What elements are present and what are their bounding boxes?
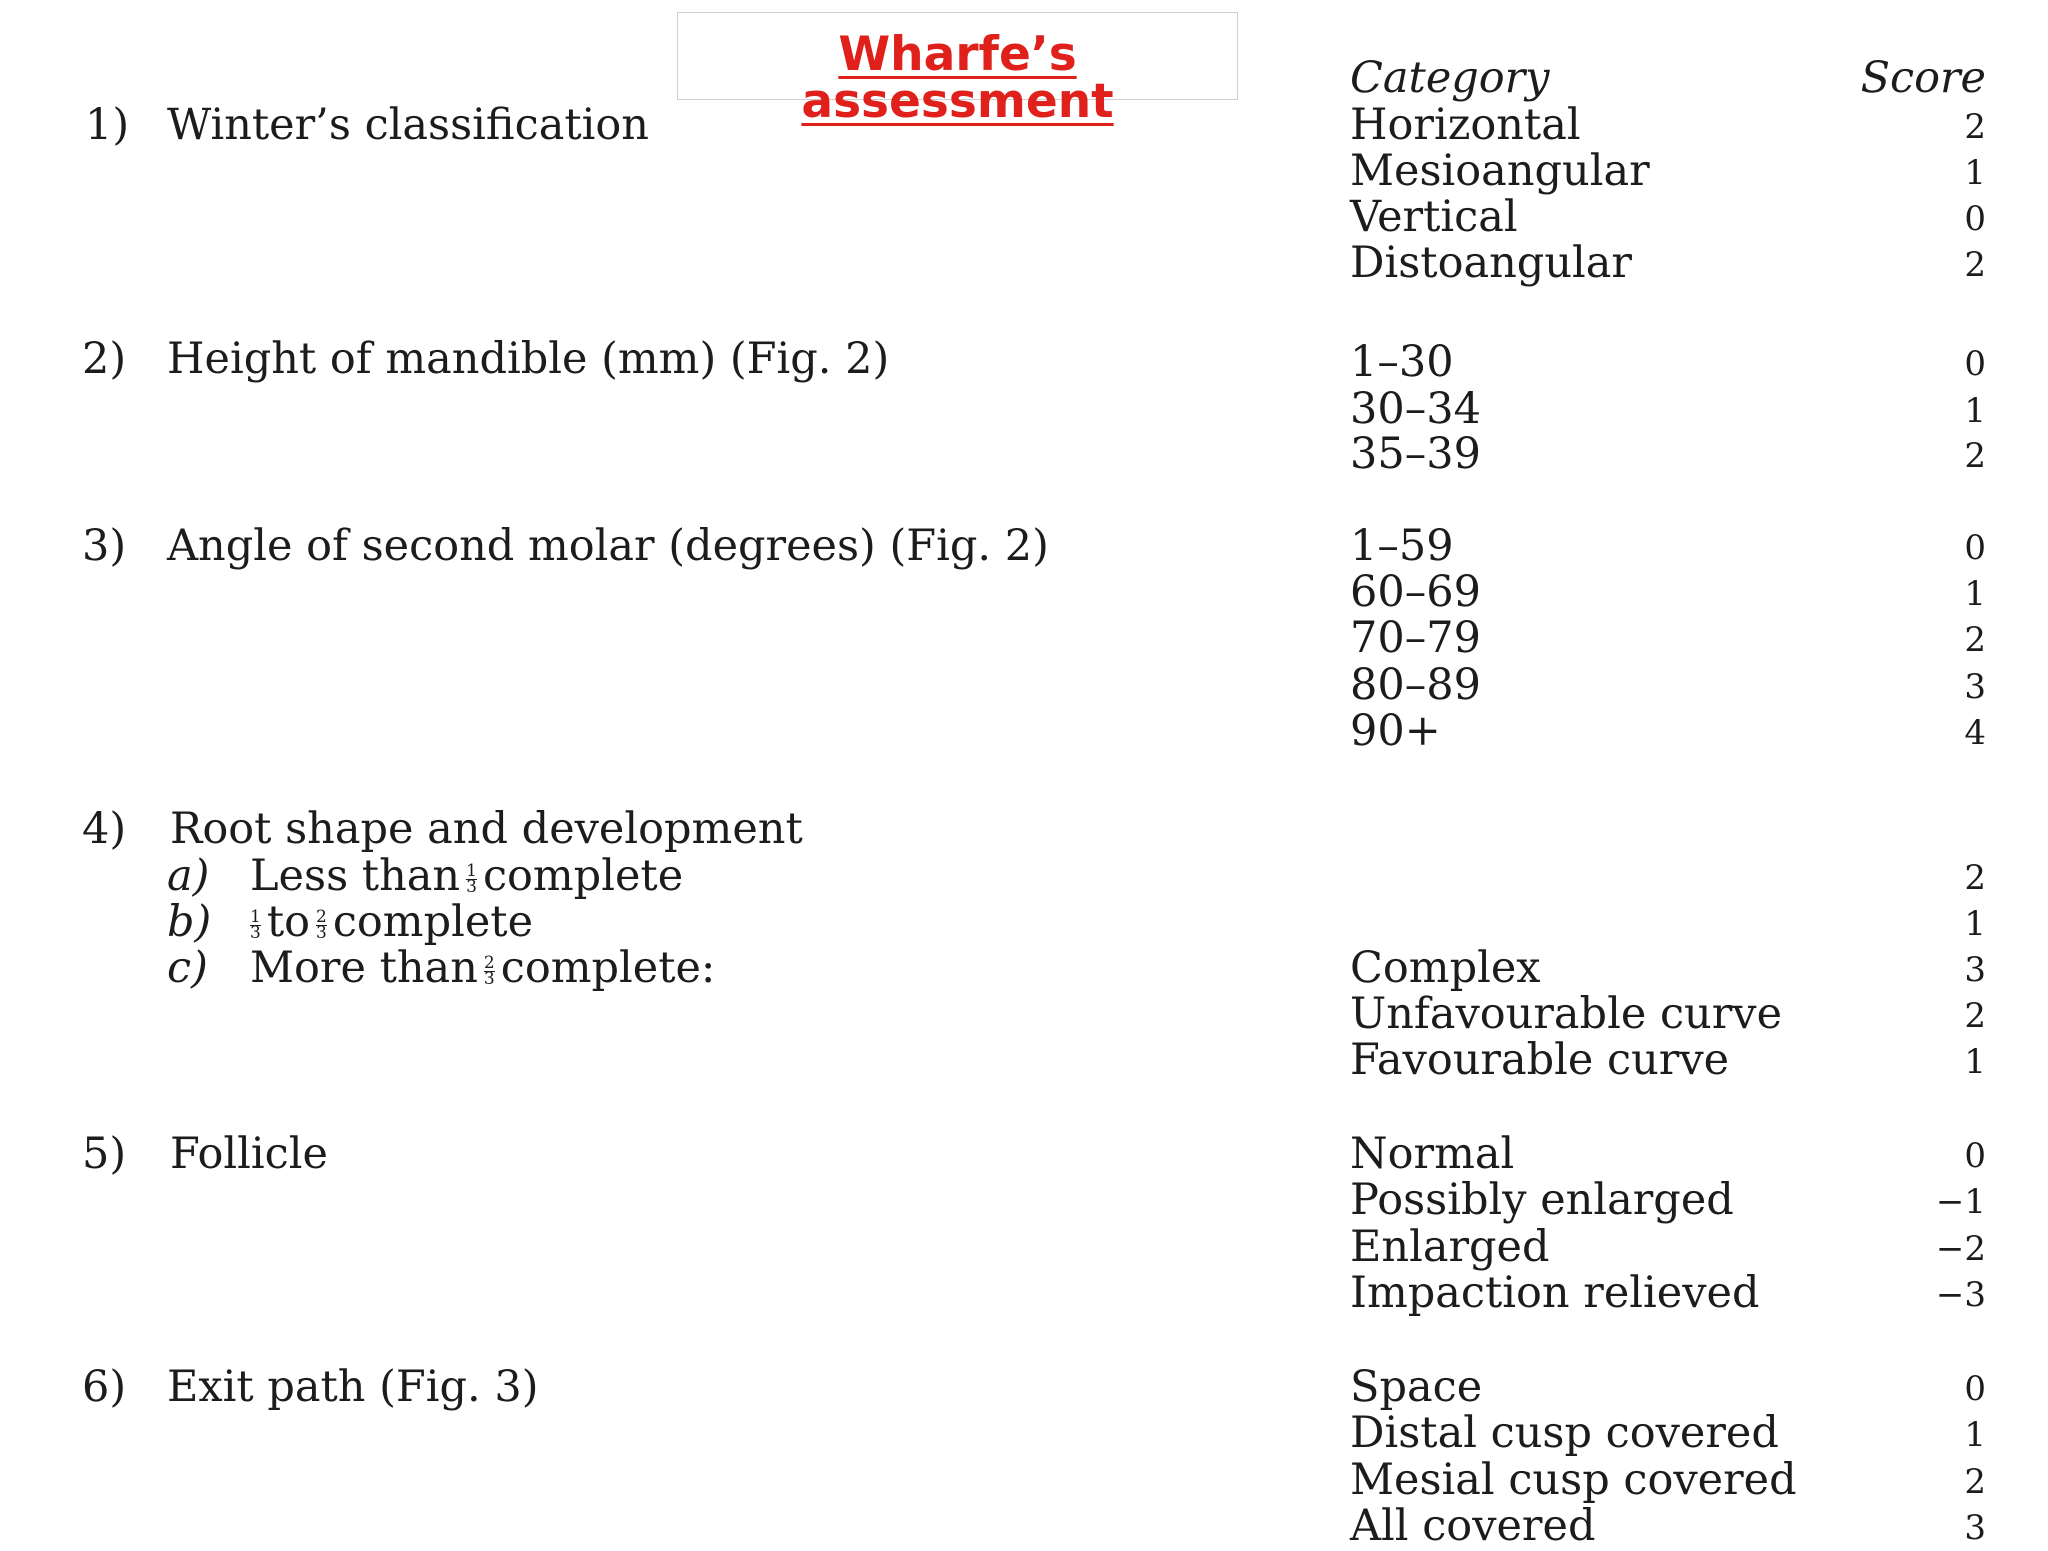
category-score: 0 xyxy=(1964,1136,1986,1176)
item-number-6: 6) xyxy=(82,1362,127,1412)
category-score: 3 xyxy=(1964,667,1986,707)
category-label: 1–59 xyxy=(1350,521,1454,571)
item-number-5: 5) xyxy=(82,1129,127,1179)
item-label-6: Exit path (Fig. 3) xyxy=(167,1362,539,1412)
category-label: 35–39 xyxy=(1350,429,1481,479)
category-score: 3 xyxy=(1964,950,1986,990)
item-label-5: Follicle xyxy=(170,1129,328,1179)
category-label: Mesioangular xyxy=(1350,146,1650,196)
subitem-letter-c: c) xyxy=(167,943,208,993)
category-score: 2 xyxy=(1964,620,1986,660)
category-score: 1 xyxy=(1964,153,1986,193)
category-score: 2 xyxy=(1964,996,1986,1036)
item-number-1: 1) xyxy=(85,100,130,150)
category-label: 30–34 xyxy=(1350,384,1481,434)
category-label: Favourable curve xyxy=(1350,1035,1730,1085)
subitem-letter-b: b) xyxy=(167,897,212,947)
subitem-a: Less than $\frac{1}{3}$ complete xyxy=(250,851,684,901)
category-score: 2 xyxy=(1964,858,1986,898)
category-score: 2 xyxy=(1964,245,1986,285)
category-header: Category xyxy=(1350,53,1550,103)
category-score: −2 xyxy=(1935,1229,1986,1269)
category-label: Distoangular xyxy=(1350,238,1632,288)
category-label: 90+ xyxy=(1350,706,1441,756)
category-label: Mesial cusp covered xyxy=(1350,1455,1797,1505)
category-score: 1 xyxy=(1964,391,1986,431)
item-label-3: Angle of second molar (degrees) (Fig. 2) xyxy=(167,521,1049,571)
subitem-c: More than $\frac{2}{3}$ complete: xyxy=(250,943,716,993)
category-label: Enlarged xyxy=(1350,1222,1550,1272)
category-score: 0 xyxy=(1964,344,1986,384)
category-label: 80–89 xyxy=(1350,660,1481,710)
category-score: 2 xyxy=(1964,436,1986,476)
category-score: 4 xyxy=(1964,713,1986,753)
category-label: Unfavourable curve xyxy=(1350,989,1783,1039)
category-label: Horizontal xyxy=(1350,100,1581,150)
subitem-b: $\frac{1}{3}$ to $\frac{2}{3}$ complete xyxy=(250,897,534,947)
category-score: 3 xyxy=(1964,1508,1986,1548)
item-label-2: Height of mandible (mm) (Fig. 2) xyxy=(167,334,890,384)
category-label: Space xyxy=(1350,1362,1483,1412)
category-label: 60–69 xyxy=(1350,567,1481,617)
category-score: 0 xyxy=(1964,1369,1986,1409)
title-box xyxy=(677,12,1238,129)
fraction: $\frac{1}{3}$ xyxy=(466,860,477,897)
category-score: 1 xyxy=(1964,574,1986,614)
category-label: Normal xyxy=(1350,1129,1515,1179)
item-number-2: 2) xyxy=(82,334,127,384)
category-score: 0 xyxy=(1964,528,1986,568)
item-number-3: 3) xyxy=(82,521,127,571)
fraction: $\frac{2}{3}$ xyxy=(316,906,327,943)
category-label: All covered xyxy=(1350,1501,1596,1551)
category-label: 70–79 xyxy=(1350,613,1481,663)
category-label: Possibly enlarged xyxy=(1350,1175,1734,1225)
item-label-1: Winter’s classification xyxy=(167,100,649,150)
item-label-4: Root shape and development xyxy=(170,804,803,854)
page-title: Wharfe’s assessment xyxy=(801,27,1114,129)
subitem-letter-a: a) xyxy=(167,851,210,901)
item-number-4: 4) xyxy=(82,804,127,854)
category-score: −1 xyxy=(1935,1182,1986,1222)
category-score: 0 xyxy=(1964,199,1986,239)
category-label: 1–30 xyxy=(1350,337,1454,387)
category-score: 1 xyxy=(1964,1415,1986,1455)
category-label: Impaction relieved xyxy=(1350,1268,1760,1318)
category-score: 1 xyxy=(1964,1042,1986,1082)
category-label: Vertical xyxy=(1350,192,1518,242)
category-label: Complex xyxy=(1350,943,1541,993)
fraction: $\frac{1}{3}$ xyxy=(250,906,261,943)
score-header: Score xyxy=(1860,53,1986,103)
category-score: 1 xyxy=(1964,904,1986,944)
category-score: 2 xyxy=(1964,1462,1986,1502)
fraction: $\frac{2}{3}$ xyxy=(483,952,495,989)
category-label: Distal cusp covered xyxy=(1350,1408,1779,1458)
category-score: 2 xyxy=(1964,107,1986,147)
category-score: −3 xyxy=(1935,1275,1986,1315)
